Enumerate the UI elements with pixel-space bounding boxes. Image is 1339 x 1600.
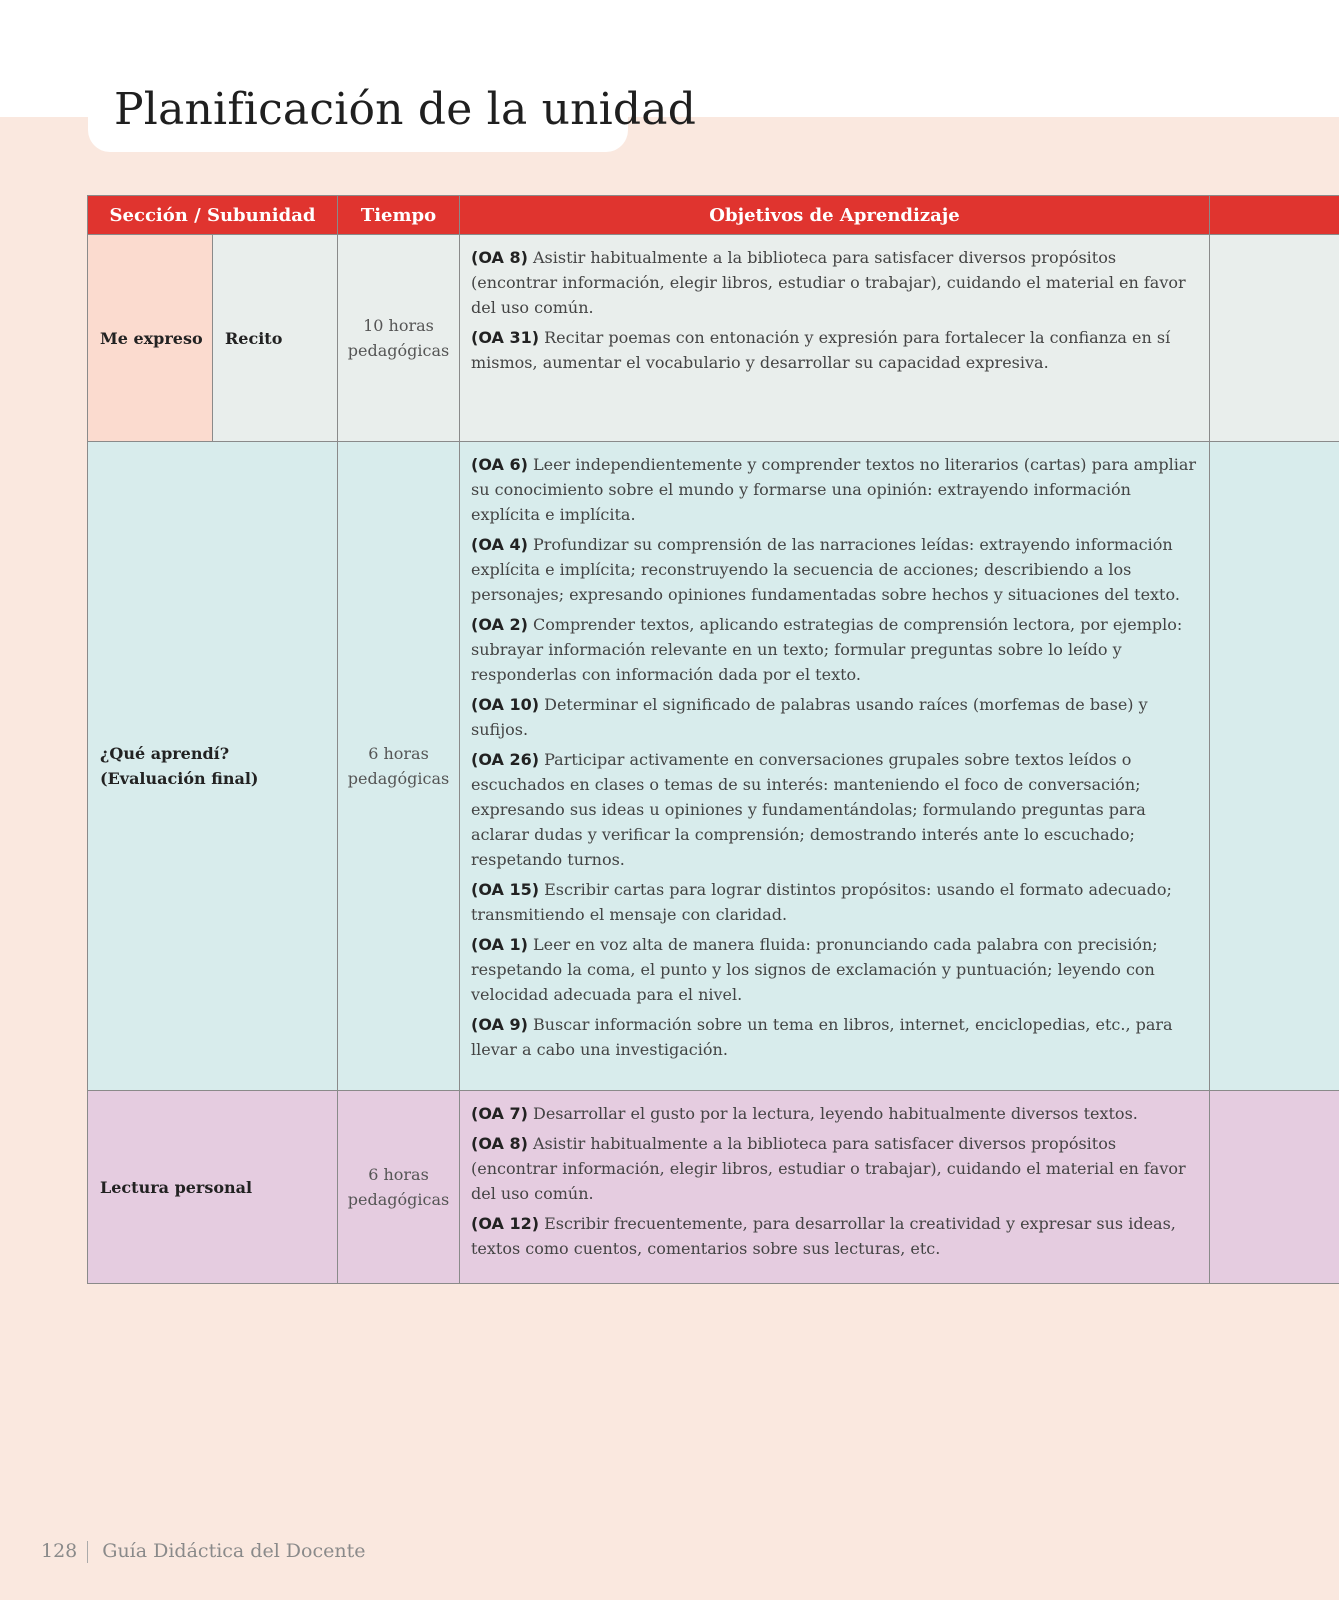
objective-item: (OA 4) Profundizar su comprensión de las narraciones leídas: extrayendo información explícita e implícita; reconstruyendo la secuencia de acciones; describiendo a los personajes; expresando opiniones fundamentadas sobre hechos y situaciones del texto. (471, 535, 1180, 604)
time-value: 6 horas (368, 1165, 429, 1184)
footer-text: Guía Didáctica del Docente (102, 1540, 366, 1562)
section-cell: Lectura personal (88, 1091, 338, 1284)
time-cell (338, 235, 460, 442)
objective-item: (OA 9) Buscar información sobre un tema en libros, internet, enciclopedias, etc., para llevar a cabo una investigación. (471, 1015, 1173, 1059)
objective-item: (OA 26) Participar activamente en conversaciones grupales sobre textos leídos o escuchados en clases o temas de su interés: manteniendo el foco de conversación; expresando sus ideas u opiniones y fundamentándolas; formulando preguntas para aclarar dudas y verificar la comprensión; demostrando interés ante lo escuchado; respetando turnos. (471, 750, 1146, 869)
objectives-cell (460, 442, 1210, 1091)
objective-item: (OA 15) Escribir cartas para lograr distintos propósitos: usando el formato adecuado; transmitiendo el mensaje con claridad. (471, 880, 1172, 924)
header-section: Sección / Subunidad (88, 196, 338, 235)
header-objectives: Objetivos de Aprendizaje (460, 196, 1210, 235)
footer-divider (87, 1541, 88, 1563)
section-cell: ¿Qué aprendí? (Evaluación final) (88, 442, 338, 1091)
objective-item: (OA 7) Desarrollar el gusto por la lectura, leyendo habitualmente diversos textos. (471, 1104, 1138, 1123)
page-footer (41, 1540, 365, 1563)
objective-item: (OA 12) Escribir frecuentemente, para desarrollar la creatividad y expresar sus ideas, textos como cuentos, comentarios sobre sus lecturas, etc. (471, 1214, 1176, 1258)
objectives-cell (460, 235, 1210, 442)
objective-item: (OA 6) Leer independientemente y comprender textos no literarios (cartas) para ampliar su conocimiento sobre el mundo y formarse una opinión: extrayendo información explícita e implícita. (471, 455, 1197, 524)
objective-item: (OA 8) Asistir habitualmente a la biblioteca para satisfacer diversos propósitos (encontrar información, elegir libros, estudiar o trabajar), cuidando el material en favor del uso común. (471, 248, 1186, 317)
time-cell (338, 442, 460, 1091)
table-row (88, 235, 1339, 442)
page-number: 128 (41, 1540, 78, 1562)
planning-table (87, 195, 1339, 1284)
extra-cell (1210, 442, 1339, 1091)
objective-item: (OA 31) Recitar poemas con entonación y expresión para fortalecer la confianza en sí mismos, aumentar el vocabulario y desarrollar su capacidad expresiva. (471, 328, 1171, 372)
time-unit: pedagógicas (347, 769, 450, 788)
table-row (88, 1091, 1339, 1284)
objective-item: (OA 2) Comprender textos, aplicando estrategias de comprensión lectora, por ejemplo: subrayar información relevante en un texto; formular preguntas sobre lo leído y responderlas con información dada por el texto. (471, 615, 1183, 684)
page-title: Planificación de la unidad (114, 84, 697, 135)
time-cell (338, 1091, 460, 1284)
table-header-row (88, 196, 1339, 235)
extra-cell (1210, 235, 1339, 442)
time-value: 6 horas (368, 744, 429, 763)
extra-cell (1210, 1091, 1339, 1284)
objective-item: (OA 8) Asistir habitualmente a la biblioteca para satisfacer diversos propósitos (encontrar información, elegir libros, estudiar o trabajar), cuidando el material en favor del uso común. (471, 1134, 1186, 1203)
section-cell: Me expreso (88, 235, 213, 442)
objectives-cell (460, 1091, 1210, 1284)
time-unit: pedagógicas (347, 341, 450, 360)
objective-item: (OA 10) Determinar el significado de palabras usando raíces (morfemas de base) y sufijos. (471, 695, 1148, 739)
time-value: 10 horas (363, 316, 434, 335)
objective-item: (OA 1) Leer en voz alta de manera fluida: pronunciando cada palabra con precisión; respetando la coma, el punto y los signos de exclamación y puntuación; leyendo con velocidad adecuada para el nivel. (471, 935, 1158, 1004)
header-time: Tiempo (338, 196, 460, 235)
header-extra (1210, 196, 1339, 235)
table-row (88, 442, 1339, 1091)
subunit-cell: Recito (213, 235, 338, 442)
time-unit: pedagógicas (347, 1190, 450, 1209)
